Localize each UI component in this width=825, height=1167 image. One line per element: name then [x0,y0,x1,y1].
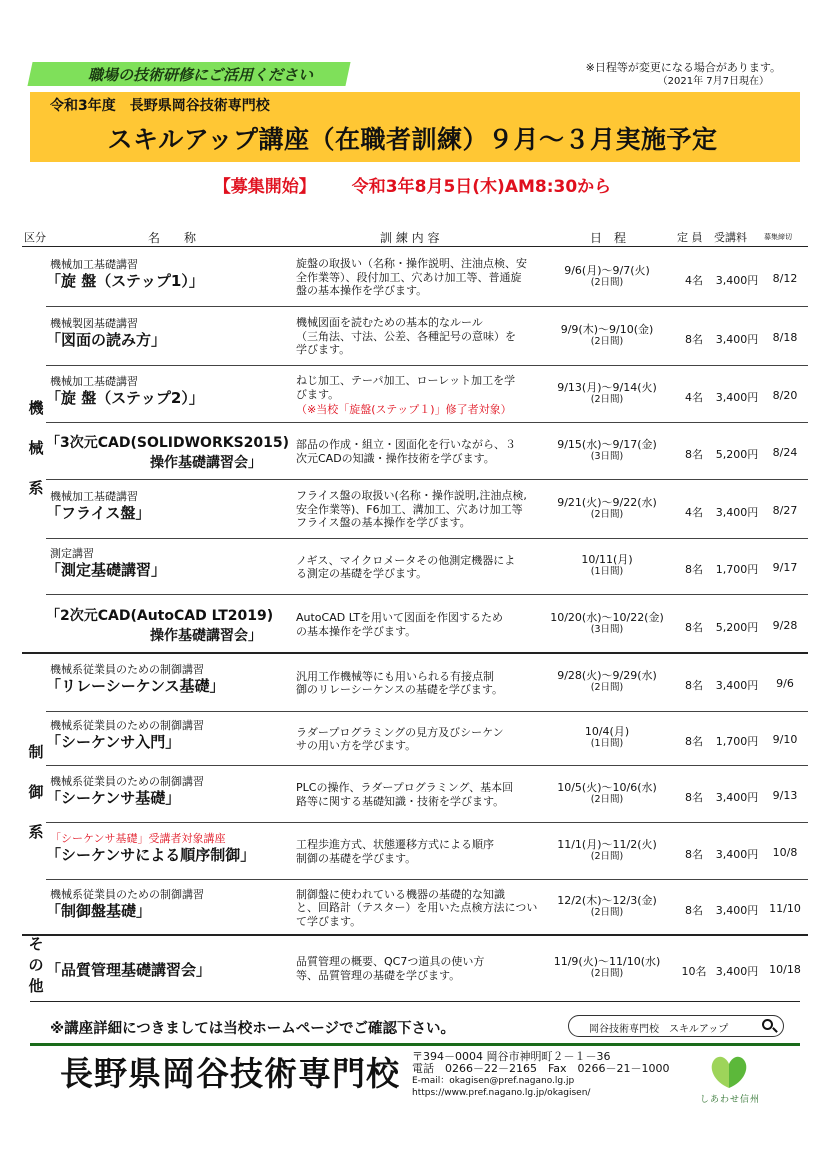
schedule-dates: 9/28(火)～9/29(水) [557,669,657,682]
col-name: 名 称 [148,231,197,245]
course-capacity: 4名 [685,390,703,404]
address: 〒394－0004 岡谷市神明町２－１－36 [412,1050,611,1063]
course-name: 「制御盤基礎」 [46,902,152,920]
course-name-line2: 操作基礎講習会」 [150,627,262,644]
schedule-days: (3日間) [590,450,624,462]
course-caption: 機械加工基礎講習 [50,257,138,271]
search-text: 岡谷技術専門校 スキルアップ [589,1024,729,1035]
course-fee: 1,700円 [715,735,759,748]
schedule-dates: 10/11(月) [581,553,633,566]
course-fee: 3,400円 [715,904,759,917]
course-caption: 機械系従業員のための制御講習 [50,774,204,788]
course-content: フライス盤の取扱い(名称・操作説明,注油点検, 安全作業等)、F6加工、溝加工、穴あけ加工等 フライス盤の基本操作を学びます。 [296,489,527,530]
course-capacity: 8名 [685,735,703,748]
course-content: 工程歩進方式、状態遷移方式による順序 制御の基礎を学びます。 [296,838,494,865]
schedule-days: (2日間) [590,335,624,347]
course-name: 「シーケンサ入門」 [46,733,181,751]
schedule-days: (2日間) [590,967,624,979]
course-deadline: 11/10 [769,902,801,915]
course-capacity: 8名 [685,679,703,692]
course-content: PLCの操作、ラダープログラミング、基本回 路等に関する基礎知識・技術を学びます。 [296,781,514,808]
course-schedule [542,670,672,694]
recruit-label: 【募集開始】 [213,177,316,197]
schedule-days: (1日間) [590,566,624,577]
course-name: 「図面の読み方」 [46,330,167,349]
course-caption: 機械系従業員のための制御講習 [50,888,204,901]
header-subtitle [50,95,270,115]
notice-line: ※日程等が変更になる場合があります。 [585,61,781,74]
schedule-dates: 9/15(水)～9/17(金) [557,437,657,451]
course-caption: 測定講習 [50,547,94,560]
course-content: ラダープログラミングの見方及びシーケン サの用い方を学びます。 [296,725,504,752]
course-fee: 3,400円 [715,964,759,978]
course-schedule [542,839,672,863]
schedule-days: (2日間) [590,393,624,405]
course-content: 品質管理の概要、QC7つ道具の使い方 等、品質管理の基礎を学びます。 [296,955,485,982]
schedule-days: (2日間) [590,508,624,520]
course-name: 「測定基礎講習」 [46,561,167,579]
homepage-note: ※講座詳細につきましては当校ホームページでご確認下さい。 [50,1021,456,1037]
col-capacity: 定 員 [677,231,703,244]
recruit-date: 令和3年8月5日(木)AM8:30から [351,177,612,197]
schedule-days: (2日間) [590,682,624,693]
phone: 電話 0266－22－2165 Fax 0266－21－1000 [412,1062,670,1075]
col-schedule: 日 程 [590,231,627,245]
course-capacity: 8名 [685,847,703,861]
banner-text: 職場の技術研修にご活用ください [88,66,314,84]
search-box [568,1015,784,1037]
course-schedule [542,895,672,919]
schedule-days: (2日間) [590,907,624,918]
schedule-days: (2日間) [590,850,624,862]
course-content: ノギス、マイクロメータその他測定機器によ る測定の基礎を学びます。 [296,553,516,580]
col-category: 区分 [24,231,46,244]
course-caption: 機械系従業員のための制御講習 [50,663,204,676]
table-bottom-line [30,1001,800,1002]
course-fee: 5,200円 [715,620,759,634]
schedule-dates: 9/13(月)～9/14(火) [557,380,657,394]
schedule-dates: 10/20(水)～10/22(金) [550,610,664,624]
course-name: 「3次元CAD(SOLIDWORKS2015) [46,434,290,451]
course-capacity: 4名 [685,505,703,519]
course-fee: 1,700円 [715,563,759,576]
contact-info [412,1051,670,1099]
course-schedule [542,726,672,750]
recruit-start [0,172,825,197]
course-content: AutoCAD LTを用いて図面を作図するため の基本操作を学びます。 [296,611,504,638]
course-name: 「リレーシーケンス基礎」 [46,677,225,695]
notice-date: （2021年 7月7日現在） [657,76,769,87]
course-row [22,936,808,1001]
email: E-mail：okagisen@pref.nagano.lg.jp [412,1076,575,1086]
course-fee: 3,400円 [715,273,759,287]
course-capacity: 4名 [685,273,703,287]
schedule-dates: 10/5(火)～10/6(水) [557,780,657,794]
schedule-days: (3日間) [590,623,624,635]
course-capacity: 8名 [685,447,703,461]
header-school: 長野県岡谷技術専門校 [129,98,270,114]
search-icon [762,1019,773,1030]
course-content: 機械図面を読むための基本的なルール （三角法、寸法、公差、各種記号の意味）を 学びます。 [296,316,516,357]
schedule-dates: 9/6(月)～9/7(火) [564,263,650,277]
course-schedule [542,612,672,636]
school-name: 長野県岡谷技術専門校 [60,1054,400,1093]
schedule-days: (2日間) [590,276,624,288]
course-row [22,654,808,712]
course-caption: 機械製図基礎講習 [50,316,138,330]
course-content: ねじ加工、テーパ加工、ローレット加工を学 びます。 [296,374,516,401]
course-deadline: 9/28 [772,618,798,632]
course-name: 「旋 盤（ステップ2）」 [46,388,204,407]
course-row [22,766,808,823]
course-fee: 3,400円 [715,390,759,404]
course-fee: 3,400円 [715,505,759,519]
course-caption: 機械系従業員のための制御講習 [50,719,204,732]
course-caption: 「シーケンサ基礎」受講者対象講座 [50,831,226,845]
course-name: 「フライス盤」 [46,503,151,522]
course-row [22,480,808,539]
course-capacity: 10名 [681,964,707,978]
course-note: （※当校「旋盤(ステップ１)」修了者対象） [296,403,512,417]
course-caption: 機械加工基礎講習 [50,374,138,388]
course-content: 汎用工作機械等にも用いられる有接点制 御のリレーシーケンスの基礎を学びます。 [296,669,504,696]
course-deadline: 9/6 [776,677,794,690]
course-row [22,539,808,595]
course-fee: 3,400円 [715,679,759,692]
course-row [22,823,808,880]
course-deadline: 10/18 [769,962,801,976]
logo-caption: しあわせ信州 [699,1095,760,1105]
footer-divider [30,1043,800,1046]
course-capacity: 8名 [685,620,703,634]
course-fee: 3,400円 [715,790,759,804]
col-content: 訓 練 内 容 [380,231,440,245]
course-capacity: 8名 [685,904,703,917]
course-schedule [542,382,672,406]
course-deadline: 9/10 [772,733,798,746]
course-name-line2: 操作基礎講習会」 [150,454,262,471]
course-fee: 3,400円 [715,332,759,346]
course-fee: 3,400円 [715,847,759,861]
website-url: https://www.pref.nagano.lg.jp/okagisen/ [412,1088,591,1098]
category-control: 制 御 系 [28,743,44,841]
course-deadline: 9/17 [772,561,798,574]
course-deadline: 8/24 [772,445,798,459]
course-name: 「旋 盤（ステップ1）」 [46,271,204,290]
course-row [22,307,808,366]
course-schedule [542,956,672,980]
course-deadline: 9/13 [772,788,798,802]
schedule-dates: 10/4(月) [584,725,630,738]
col-fee: 受講料 [714,231,747,244]
course-row [22,248,808,307]
schedule-days: (1日間) [590,738,624,749]
schedule-dates: 11/1(月)～11/2(火) [557,837,657,851]
course-caption: 機械加工基礎講習 [50,489,138,503]
course-content: 旋盤の取扱い（名称・操作説明、注油点検、安 全作業等）、段付加工、穴あけ加工等、普通旋 盤の基本操作を学びます。 [296,257,527,298]
course-row [22,366,808,423]
course-name: 「シーケンサ基礎」 [46,788,181,807]
course-content: 制御盤に使われている機器の基礎的な知識 と、回路計（テスター）を用いた点検方法につい て学びます。 [296,887,538,928]
course-schedule [542,782,672,806]
schedule-dates: 9/9(木)～9/10(金) [560,322,654,336]
course-row [22,595,808,654]
course-schedule [542,554,672,578]
schedule-days: (2日間) [590,793,624,805]
course-content: 部品の作成・組立・図面化を行いながら、３ 次元CADの知識・操作技術を学びます。 [296,438,516,465]
schedule-dates: 9/21(火)～9/22(水) [557,495,657,509]
course-name: 「品質管理基礎講習会」 [46,960,212,979]
course-capacity: 8名 [685,790,703,804]
course-capacity: 8名 [685,332,703,346]
course-row [22,712,808,766]
course-name: 「2次元CAD(AutoCAD LT2019) [46,607,274,624]
schedule-dates: 12/2(木)～12/3(金) [557,894,657,907]
page-title: スキルアップ講座（在職者訓練）９月～３月実施予定 [107,125,718,154]
course-capacity: 8名 [685,563,703,576]
schedule-notice [586,61,781,89]
header-divider [22,246,808,247]
course-deadline: 8/27 [772,503,798,517]
course-deadline: 8/20 [772,388,798,402]
course-row [22,880,808,936]
course-deadline: 8/12 [772,271,798,285]
schedule-dates: 11/9(火)～11/10(水) [553,954,661,968]
category-other: そ の 他 [28,935,44,995]
course-schedule [542,497,672,521]
course-schedule [542,324,672,348]
course-name: 「シーケンサによる順序制御」 [46,845,256,864]
col-deadline: 募集締切 [764,233,792,241]
course-schedule [542,439,672,463]
course-deadline: 10/8 [772,845,798,859]
course-fee: 5,200円 [715,447,759,461]
header-year: 令和3年度 [50,98,116,114]
course-deadline: 8/18 [772,330,798,344]
category-machine: 機 械 系 [28,399,44,497]
course-schedule [542,265,672,289]
course-row [22,423,808,480]
